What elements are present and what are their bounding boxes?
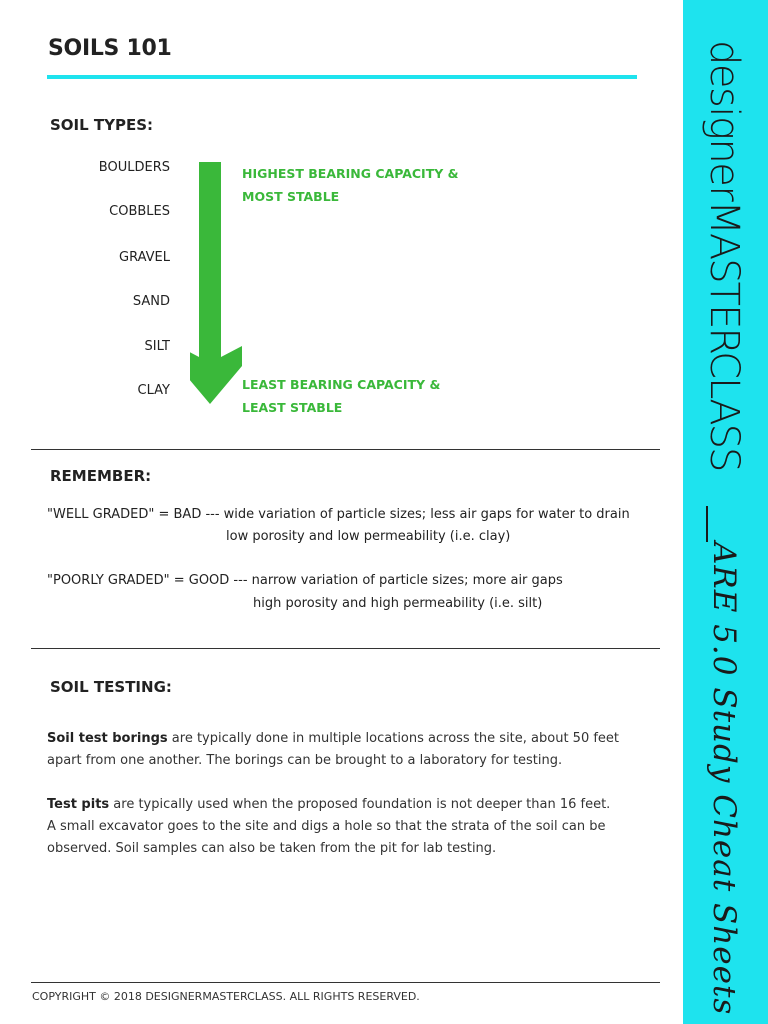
brand-lower: designer [701,40,747,201]
title-underline [47,75,637,79]
soil-type-cobbles: COBBLES [109,204,170,219]
footer-divider [31,982,660,983]
brand-wordmark [700,40,748,470]
test-pits-text-2: A small excavator goes to the site and digs a hole so that the strata of the soil can be [47,819,606,834]
soil-types-heading: SOIL TYPES: [50,116,154,134]
down-arrow-icon [190,162,246,408]
section-divider [31,648,660,649]
brand-upper: MASTERCLASS [701,200,747,471]
test-pits-text-3: observed. Soil samples can also be taken from the pit for lab testing. [47,841,497,856]
sidebar-subtitle: ARE 5.0 Study Cheat Sheets [706,542,742,1016]
least-bearing-line1: LEAST BEARING CAPACITY & [242,377,441,392]
soil-borings-paragraph [47,728,647,772]
soil-type-sand: SAND [132,294,170,309]
test-pits-term: Test pits [47,797,110,812]
soil-borings-term: Soil test borings [47,731,168,746]
soil-testing-heading: SOIL TESTING: [50,678,172,696]
copyright-footer: COPYRIGHT © 2018 DESIGNERMASTERCLASS. ALL RIGHTS RESERVED. [32,990,420,1003]
highest-bearing-line2: MOST STABLE [242,189,340,204]
well-graded-line: "WELL GRADED" = BAD --- wide variation of particle sizes; less air gaps for water to drain [47,507,630,522]
soil-borings-text-2: apart from one another. The borings can be brought to a laboratory for testing. [47,753,563,768]
highest-bearing-note [242,162,459,208]
soil-type-gravel: GRAVEL [119,250,170,265]
test-pits-paragraph [47,794,647,860]
least-bearing-note [242,373,440,419]
well-graded-detail: low porosity and low permeability (i.e. clay) [226,529,511,544]
test-pits-text: are typically used when the proposed foundation is not deeper than 16 feet. [109,797,611,812]
page-title: SOILS 101 [48,36,172,61]
soil-type-silt: SILT [144,339,170,354]
soil-type-clay: CLAY [137,383,170,398]
least-bearing-line2: LEAST STABLE [242,400,343,415]
soil-type-boulders: BOULDERS [98,160,170,175]
section-divider [31,449,660,450]
poorly-graded-detail: high porosity and high permeability (i.e. silt) [253,596,543,611]
poorly-graded-line: "POORLY GRADED" = GOOD --- narrow variation of particle sizes; more air gaps [47,573,563,588]
highest-bearing-line1: HIGHEST BEARING CAPACITY & [242,166,459,181]
remember-heading: REMEMBER: [50,467,152,485]
soil-borings-text: are typically done in multiple locations across the site, about 50 feet [167,731,620,746]
sidebar-separator [706,506,708,542]
